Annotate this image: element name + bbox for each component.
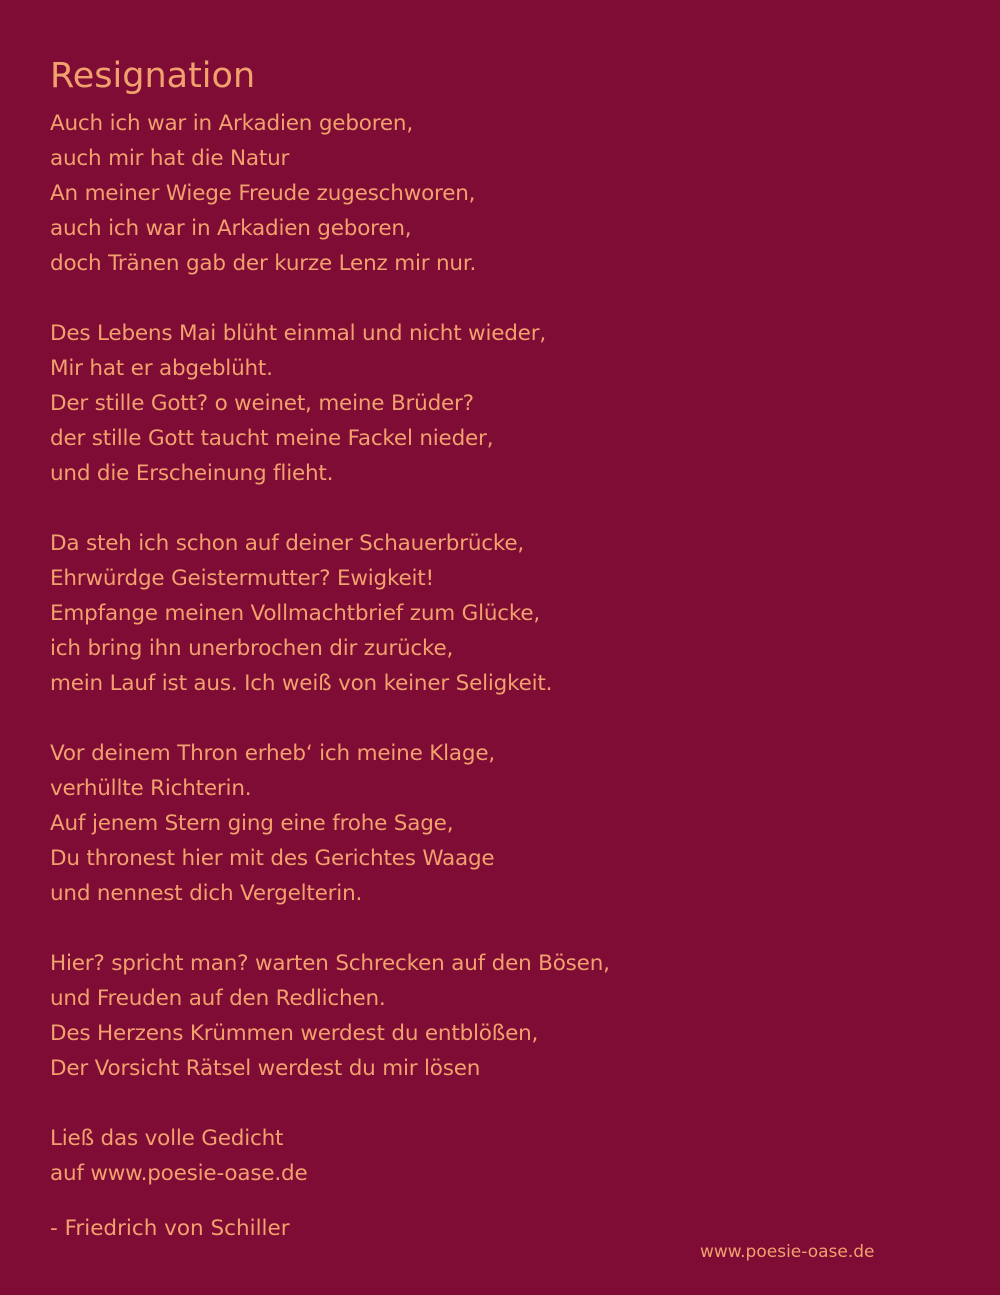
poem-line: Des Herzens Krümmen werdest du entblößen, — [50, 1021, 539, 1046]
poem-line: Du thronest hier mit des Gerichtes Waage — [50, 846, 495, 871]
poem-line: Vor deinem Thron erheb‘ ich meine Klage, — [50, 741, 495, 766]
full-poem-link[interactable]: auf www.poesie-oase.de — [50, 1161, 308, 1186]
poem-line: und nennest dich Vergelterin. — [50, 881, 363, 906]
poem-line: Mir hat er abgeblüht. — [50, 356, 273, 381]
poem-line: Der Vorsicht Rätsel werdest du mir lösen — [50, 1056, 481, 1081]
site-watermark: www.poesie-oase.de — [700, 1242, 875, 1262]
author-credit: - Friedrich von Schiller — [50, 1216, 290, 1241]
poem-line: und die Erscheinung flieht. — [50, 461, 334, 486]
stanza-2 — [50, 316, 970, 491]
stanza-5 — [50, 946, 970, 1086]
poem-line: verhüllte Richterin. — [50, 776, 252, 801]
poem-line: Auch ich war in Arkadien geboren, — [50, 111, 413, 136]
poem-line: Des Lebens Mai blüht einmal und nicht wieder, — [50, 321, 546, 346]
poem-card — [50, 52, 970, 1246]
full-poem-note-line: Ließ das volle Gedicht — [50, 1126, 284, 1151]
poem-line: Auf jenem Stern ging eine frohe Sage, — [50, 811, 454, 836]
stanza-4 — [50, 736, 970, 911]
stanza-1 — [50, 106, 970, 281]
poem-line: auch mir hat die Natur — [50, 146, 290, 171]
poem-line: Empfange meinen Vollmachtbrief zum Glücke, — [50, 601, 541, 626]
poem-title: Resignation — [50, 56, 256, 96]
poem-line: doch Tränen gab der kurze Lenz mir nur. — [50, 251, 477, 276]
poem-line: An meiner Wiege Freude zugeschworen, — [50, 181, 476, 206]
stanza-3 — [50, 526, 970, 701]
poem-line: Da steh ich schon auf deiner Schauerbrücke, — [50, 531, 525, 556]
full-poem-note — [50, 1121, 970, 1191]
poem-line: und Freuden auf den Redlichen. — [50, 986, 386, 1011]
poem-line: ich bring ihn unerbrochen dir zurücke, — [50, 636, 454, 661]
poem-line: auch ich war in Arkadien geboren, — [50, 216, 412, 241]
poem-line: Hier? spricht man? warten Schrecken auf den Bösen, — [50, 951, 610, 976]
poem-line: Ehrwürdge Geistermutter? Ewigkeit! — [50, 566, 434, 591]
poem-line: der stille Gott taucht meine Fackel nieder, — [50, 426, 494, 451]
poem-line: Der stille Gott? o weinet, meine Brüder? — [50, 391, 474, 416]
poem-line: mein Lauf ist aus. Ich weiß von keiner Seligkeit. — [50, 671, 553, 696]
